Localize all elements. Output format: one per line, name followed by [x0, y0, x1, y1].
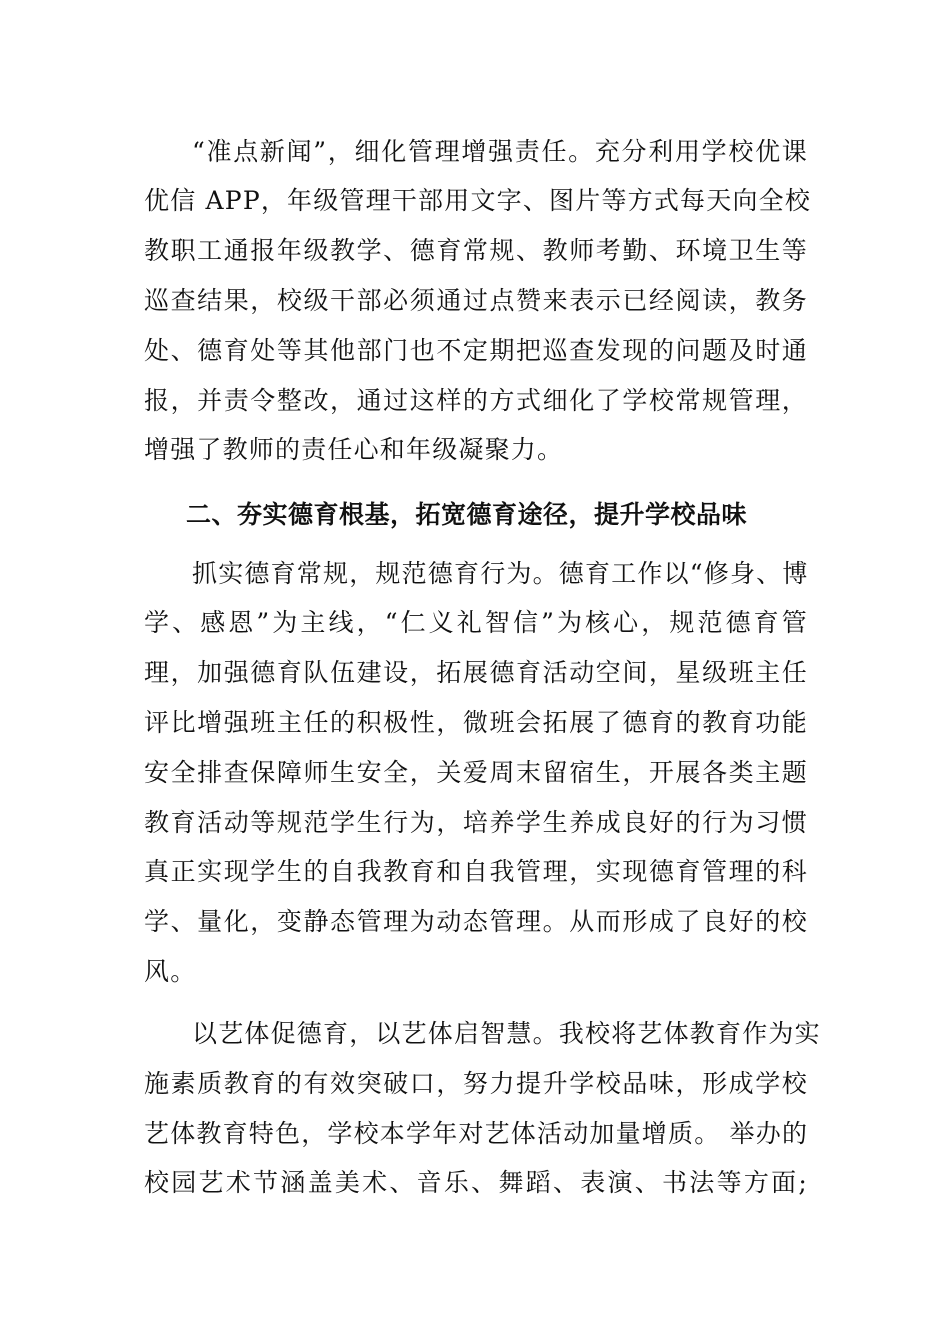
body-text-line: 学、量化，变静态管理为动态管理。从而形成了良好的校	[144, 907, 808, 936]
body-text-line: 理，加强德育队伍建设，拓展德育活动空间，星级班主任	[144, 658, 808, 687]
body-text-line: 报，并责令整改，通过这样的方式细化了学校常规管理，	[144, 386, 808, 415]
body-text-line: 增强了教师的责任心和年级凝聚力。	[144, 435, 564, 464]
body-text-line: 巡查结果，校级干部必须通过点赞来表示已经阅读，教务	[144, 286, 808, 315]
body-text-line: 学、感恩”为主线，“仁义礼智信”为核心，规范德育管	[144, 608, 808, 637]
body-text-line: 艺体教育特色，学校本学年对艺体活动加量增质。 举办的	[144, 1119, 809, 1148]
body-text-line: 教职工通报年级教学、德育常规、教师考勤、环境卫生等	[144, 236, 808, 265]
body-text-line: 处、德育处等其他部门也不定期把巡查发现的问题及时通	[144, 336, 808, 365]
section-heading: 二、夯实德育根基，拓宽德育途径，提升学校品味	[186, 500, 748, 529]
body-text-line: 施素质教育的有效突破口，努力提升学校品味，形成学校	[144, 1069, 808, 1098]
body-text-line: 风。	[144, 957, 197, 986]
body-text-line: 以艺体促德育，以艺体启智慧。我校将艺体教育作为实	[192, 1019, 821, 1048]
body-text-line: 教育活动等规范学生行为，培养学生养成良好的行为习惯	[144, 808, 808, 837]
body-text-line: 校园艺术节涵盖美术、音乐、舞蹈、表演、书法等方面;	[144, 1168, 808, 1197]
body-text-line: 安全排查保障师生安全，关爱周末留宿生，开展各类主题	[144, 758, 808, 787]
body-text-line: 真正实现学生的自我教育和自我管理，实现德育管理的科	[144, 857, 808, 886]
body-text-line: 评比增强班主任的积极性，微班会拓展了德育的教育功能	[144, 708, 808, 737]
body-text-line: 优信 APP，年级管理干部用文字、图片等方式每天向全校	[144, 186, 812, 215]
body-text-line: “准点新闻”，细化管理增强责任。充分利用学校优课	[192, 137, 808, 166]
body-text-line: 抓实德育常规，规范德育行为。德育工作以“修身、博	[192, 559, 809, 588]
